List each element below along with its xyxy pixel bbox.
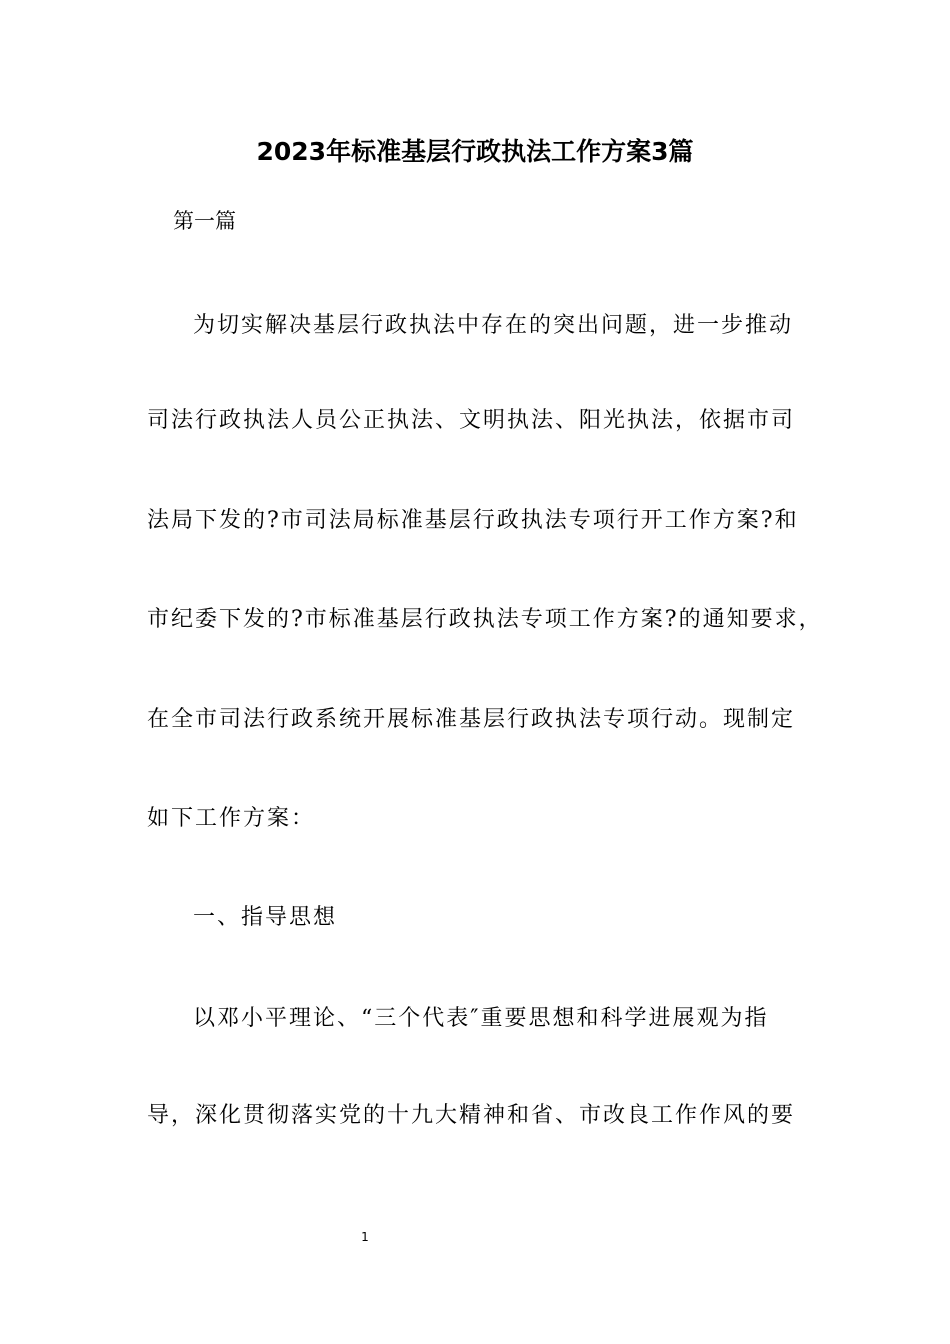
page-number: 1	[361, 1230, 369, 1244]
paragraph-line: 法局下发的?市司法局标准基层行政执法专项行开工作方案?和	[147, 508, 799, 533]
document-title: 2023年标准基层行政执法工作方案3篇	[256, 137, 694, 166]
paragraph-line: 如下工作方案：	[147, 806, 316, 831]
paragraph-line: 为切实解决基层行政执法中存在的突出问题，进一步推动	[193, 313, 794, 338]
paragraph-line: 导，深化贯彻落实党的十九大精神和省、市改良工作作风的要	[147, 1103, 796, 1128]
paragraph-line: 司法行政执法人员公正执法、文明执法、阳光执法，依据市司	[147, 408, 796, 433]
section-label: 第一篇	[173, 209, 236, 233]
section-heading: 一、指导思想	[193, 905, 338, 930]
paragraph-line: 市纪委下发的?市标准基层行政执法专项工作方案?的通知要求，	[147, 607, 823, 632]
paragraph-line: 在全市司法行政系统开展标准基层行政执法专项行动。现制定	[147, 707, 796, 732]
paragraph-line: 以邓小平理论、“三个代表″重要思想和科学进展观为指	[193, 1006, 769, 1031]
